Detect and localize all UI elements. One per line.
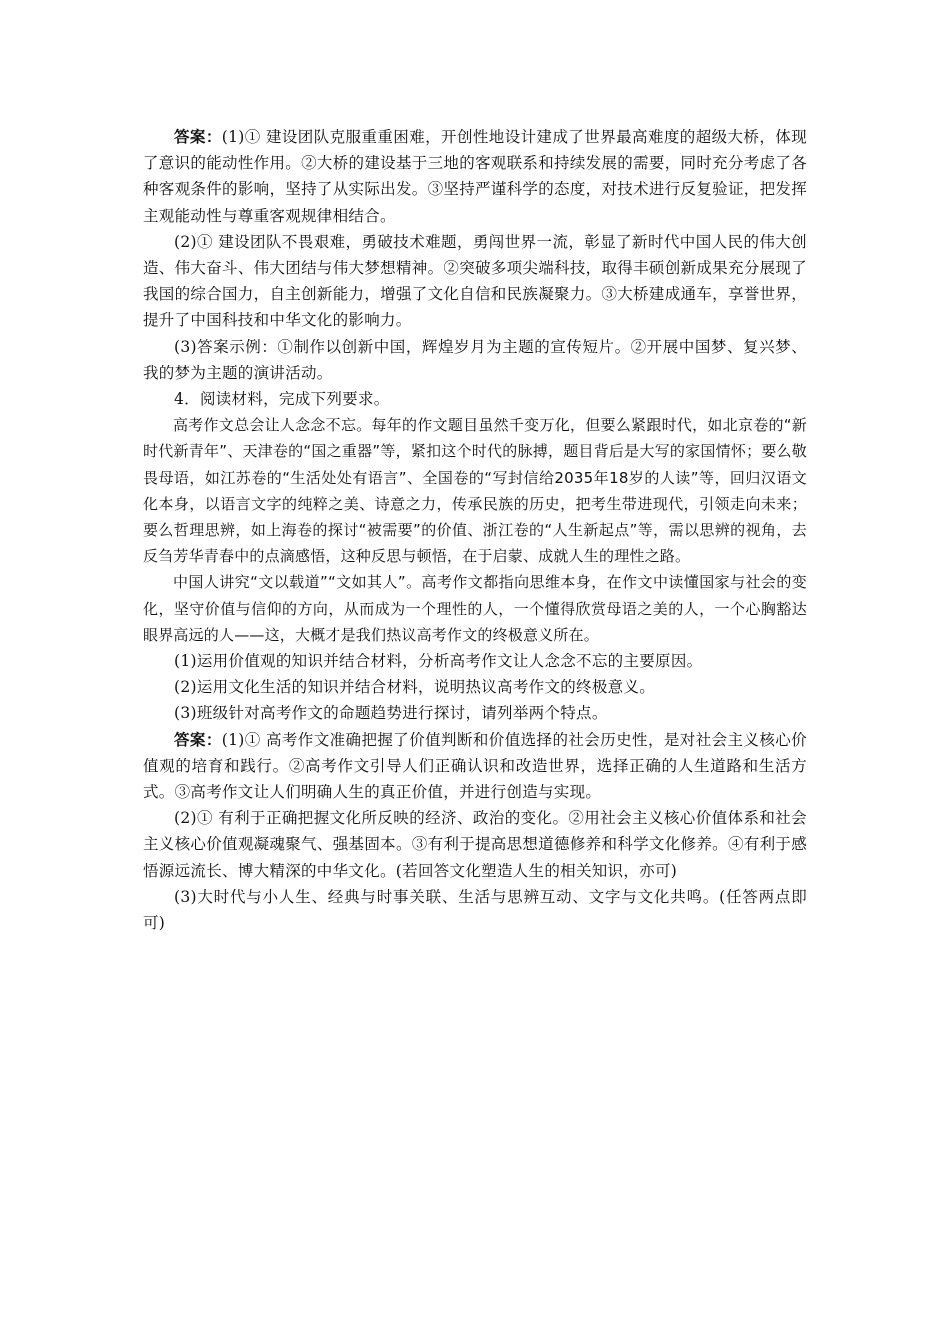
q3-answer-part3: (3)答案示例：①制作以创新中国，辉煌岁月为主题的宣传短片。②开展中国梦、复兴梦、我的梦为主题的演讲活动。	[143, 337, 807, 382]
q4-material-paragraph-2: 中国人讲究“文以载道”“文如其人”。高考作文都指向思维本身，在作文中读懂国家与社会的变化，坚守价值与信仰的方向，从而成为一个理性的人，一个懂得欣赏母语之美的人，一个心胸豁达眼界高远的人——这，大概才是我们热议高考作文的终极意义所在。	[143, 573, 807, 644]
q4-question-1: (1)运用价值观的知识并结合材料，分析高考作文让人念念不忘的主要原因。	[174, 652, 703, 671]
answer-label: 答案：	[174, 127, 222, 146]
q4-answer-part1-text: (1)① 高考作文准确把握了价值判断和价值选择的社会历史性，是对社会主义核心价值观的培育和践行。②高考作文引导人们正确认识和改造世界，选择正确的人生道路和生活方式。③高考作文让人们明确人生的真正价值，并进行创造与实现。	[143, 730, 807, 802]
q4-question-3: (3)班级针对高考作文的命题趋势进行探讨，请列举两个特点。	[174, 704, 608, 723]
q4-answer-part3: (3)大时代与小人生、经典与时事关联、生活与思辨互动、文字与文化共鸣。(任答两点即可)	[143, 887, 807, 933]
q3-answer-part2: (2)① 建设团队不畏艰难，勇破技术难题，勇闯世界一流，彰显了新时代中国人民的伟大创造、伟大奋斗、伟大团结与伟大梦想精神。②突破多项尖端科技，取得丰硕创新成果充分展现了我国的综合国力，自主创新能力，增强了文化自信和民族凝聚力。③大桥建成通车，享誉世界，提升了中国科技和中华文化的影响力。	[143, 232, 807, 330]
q4-material-paragraph-1: 高考作文总会让人念念不忘。每年的作文题目虽然千变万化，但要么紧跟时代，如北京卷的“新时代新青年”、天津卷的“国之重器”等，紧扣这个时代的脉搏，题目背后是大写的家国情怀；要么敬畏母语，如江苏卷的“生活处处有语言”、全国卷的“写封信给2035年18岁的人读”等，回归汉语文化本身，以语言文字的纯粹之美、诗意之力，传承民族的历史，把考生带进现代，引领走向未来；要么哲理思辨，如上海卷的探讨“被需要”的价值、浙江卷的“人生新起点”等，需以思辨的视角，去反刍芳华青春中的点滴感悟，这种反思与顿悟，在于启蒙、成就人生的理性之路。	[143, 416, 807, 566]
document-page	[143, 124, 807, 936]
answer-label: 答案：	[174, 729, 222, 749]
q3-answer-part1-text: (1)① 建设团队克服重重困难，开创性地设计建成了世界最高难度的超级大桥，体现了意识的能动性作用。②大桥的建设基于三地的客观联系和持续发展的需要，同时充分考虑了各种客观条件的影响，坚持了从实际出发。③坚持严谨科学的态度，对技术进行反复验证，把发挥主观能动性与尊重客观规律相结合。	[143, 128, 807, 225]
q4-answer-part2: (2)① 有利于正确把握文化所反映的经济、政治的变化。②用社会主义核心价值体系和社会主义核心价值观凝魂聚气、强基固本。③有利于提高思想道德修养和科学文化修养。④有利于感悟源远流长、博大精深的中华文化。(若回答文化塑造人生的相关知识，亦可)	[143, 809, 807, 880]
q4-answer-part1	[143, 727, 807, 806]
q4-stem: 4．阅读材料，完成下列要求。	[174, 390, 390, 409]
q4-question-2: (2)运用文化生活的知识并结合材料，说明热议高考作文的终极意义。	[174, 678, 656, 697]
q3-answer-part1	[143, 124, 807, 229]
